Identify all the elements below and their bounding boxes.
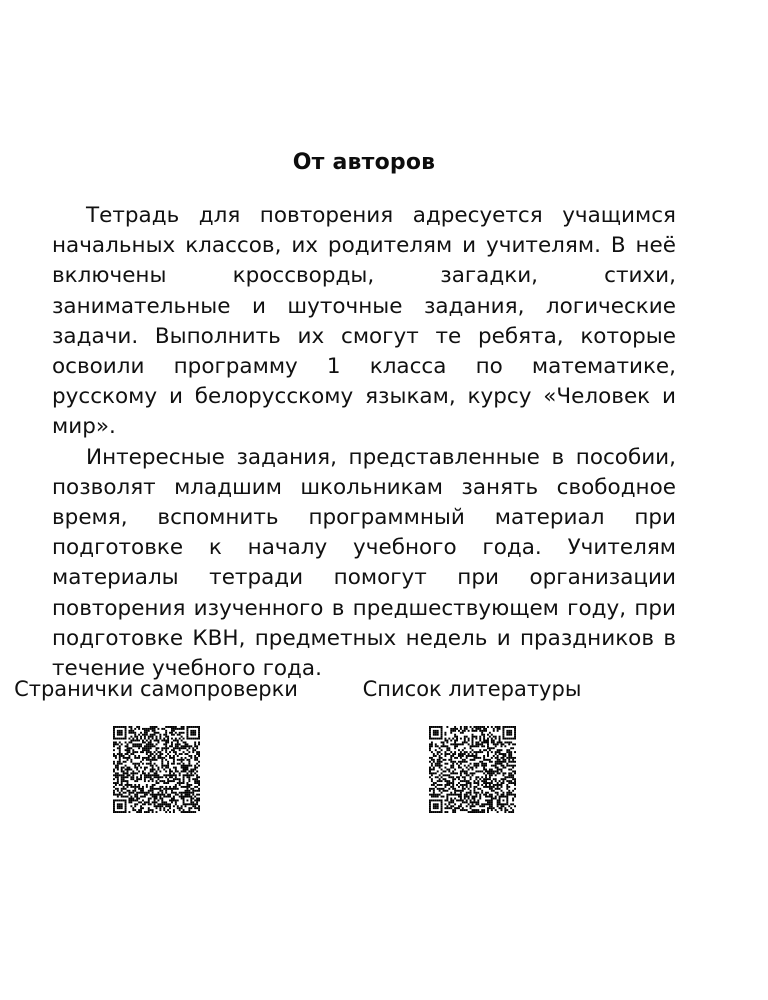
document-body [52,150,676,684]
qr-caption-self-check: Странички самопроверки [14,677,298,701]
qr-block-self-check[interactable] [14,676,298,813]
qr-code-icon-bibliography[interactable] [429,726,516,813]
paragraph-2: Интересные задания, представленные в пособии, позволят младшим школьникам занять свободное время, вспомнить программный материал при подготовке к началу учебного года. Учителям материалы тетради помогут при организации повторения изученного в предшествующем году, при подготовке КВН, предметных недель и праздников в течение учебного года. [52,444,676,682]
qr-caption-bibliography: Список литературы [362,677,582,701]
qr-block-bibliography[interactable] [362,676,582,813]
page-title: От авторов [292,150,436,175]
paragraph-1: Тетрадь для повторения адресуется учащимся начальных классов, их родителям и учителям. В неё включены кроссворды, загадки, стихи, занимательные и шуточные задания, логические задачи. Выполнить их смогут те ребята, которые освоили программу 1 класса по математике, русскому и белорусскому языкам, курсу «Человек и мир». [52,203,676,440]
qr-links-section [14,676,676,813]
qr-code-icon-self-check[interactable] [113,726,200,813]
